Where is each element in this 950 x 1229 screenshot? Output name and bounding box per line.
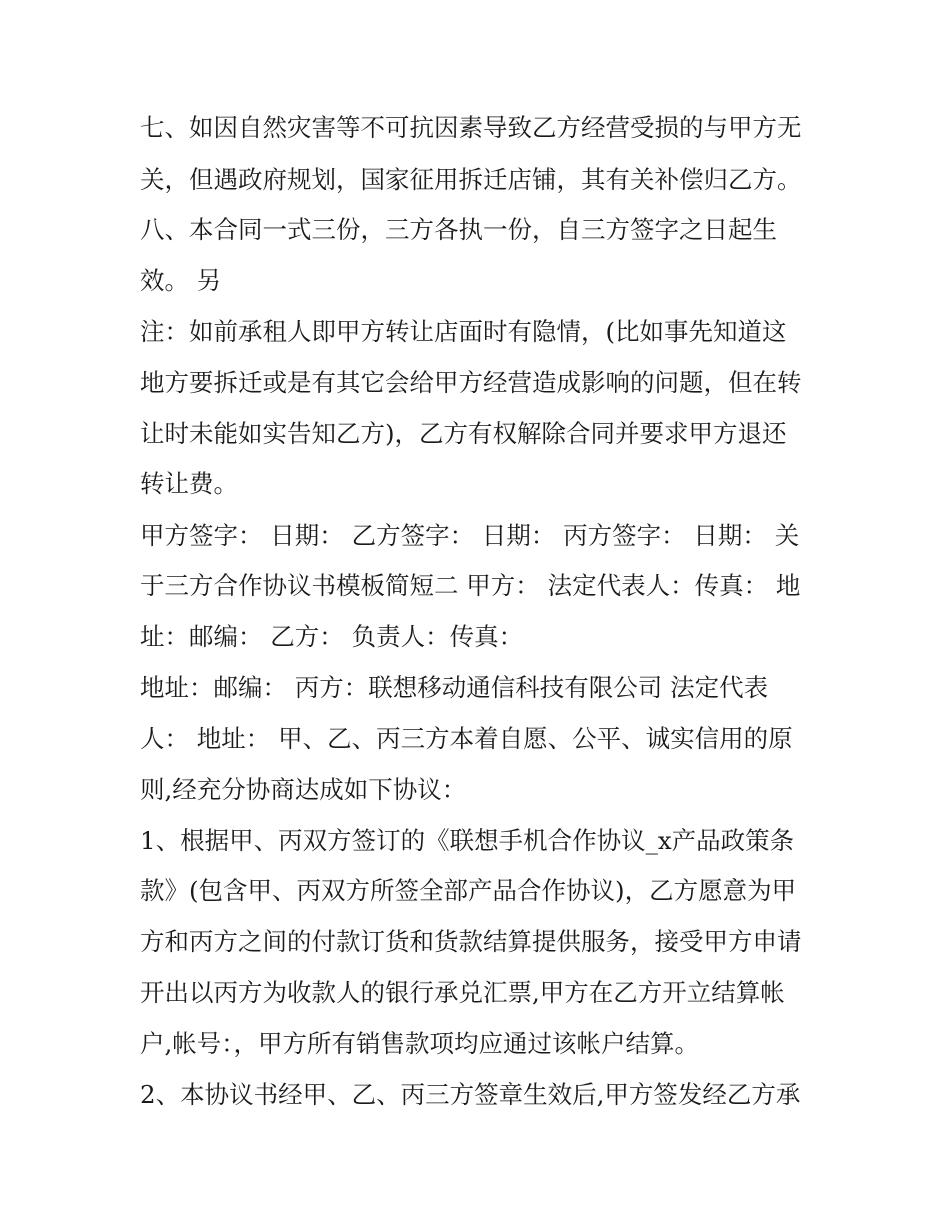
text-line: 2、本协议书经甲、乙、丙三方签章生效后,甲方签发经乙方承 xyxy=(140,1080,801,1109)
text-line: 八、本合同一式三份，三方各执一份，自三方签字之日起生 xyxy=(140,215,777,244)
text-line: 地方要拆迁或是有其它会给甲方经营造成影响的问题，但在转 xyxy=(140,368,802,397)
text-line: 让时未能如实告知乙方)，乙方有权解除合同并要求甲方退还 xyxy=(140,419,787,448)
text-line: 转让费。 xyxy=(140,469,238,498)
text-line: 地址：邮编： 丙方：联想移动通信科技有限公司 法定代表 xyxy=(140,673,769,702)
text-line: 甲方签字： 日期： 乙方签字： 日期： 丙方签字： 日期： 关 xyxy=(140,521,800,550)
text-line: 关，但遇政府规划，国家征用拆迁店铺，其有关补偿归乙方。 xyxy=(140,165,802,194)
text-line: 1、根据甲、丙双方签订的《联想手机合作协议_x产品政策条 xyxy=(140,826,795,855)
text-line: 注：如前承租人即甲方转让店面时有隐情，(比如事先知道这 xyxy=(140,317,787,346)
text-line: 则,经充分协商达成如下协议： xyxy=(140,775,467,804)
text-line: 址：邮编： 乙方： 负责人：传真： xyxy=(140,622,524,651)
text-line: 方和丙方之间的付款订货和货款结算提供服务，接受甲方申请 xyxy=(140,927,802,956)
text-line: 开出以丙方为收款人的银行承兑汇票,甲方在乙方开立结算帐 xyxy=(140,978,785,1007)
text-line: 效。 另 xyxy=(140,266,222,295)
text-line: 人： 地址： 甲、乙、丙三方本着自愿、公平、诚实信用的原 xyxy=(140,724,793,753)
text-line: 于三方合作协议书模板简短二 甲方： 法定代表人：传真： 地 xyxy=(140,571,801,600)
text-line: 款》(包含甲、丙双方所签全部产品合作协议)，乙方愿意为甲 xyxy=(140,876,797,905)
text-line: 七、如因自然灾害等不可抗因素导致乙方经营受损的与甲方无 xyxy=(140,113,802,142)
text-line: 户,帐号：，甲方所有销售款项均应通过该帐户结算。 xyxy=(140,1029,700,1058)
